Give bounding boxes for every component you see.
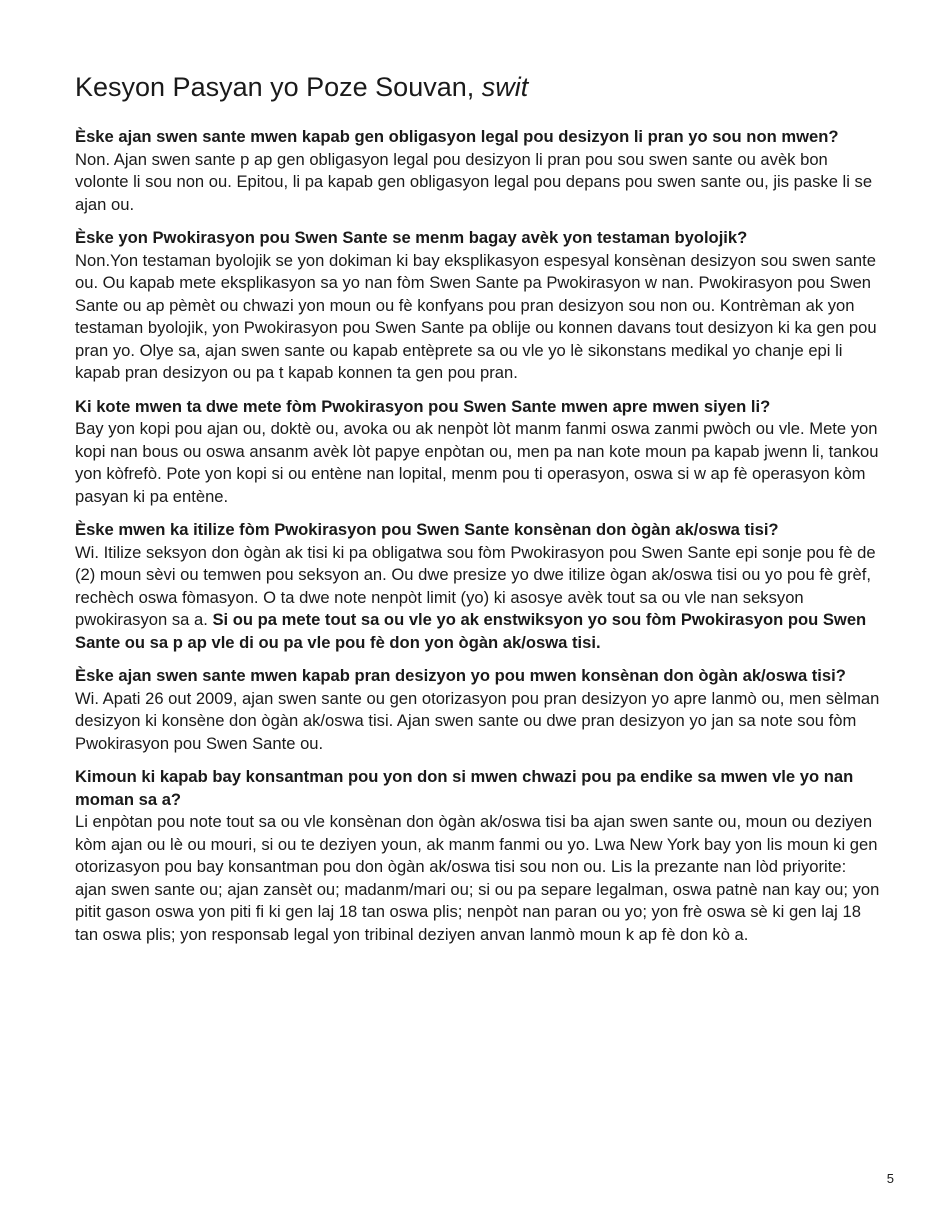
faq-answer: Bay yon kopi pou ajan ou, doktè ou, avoka ou ak nenpòt lòt manm fanmi oswa zanmi pwòch ou vle. Mete yon kopi nan bous ou oswa ansanm avèk lòt papye enpòtan ou, men pa nan kote moun pa kapab jwenn li, tankou yon kòfrefò. Pote yon kopi si ou entène nan lopital, menm pou ti operasyon, oswa si w ap fè operasyon kòm pasyan ki pa entène. bbox=[75, 419, 879, 506]
page-title bbox=[75, 70, 881, 104]
faq-item-organ-donation-form bbox=[75, 519, 881, 654]
faq-question: Kimoun ki kapab bay konsantman pou yon don si mwen chwazi pou pa endike sa mwen vle yo nan moman sa a? bbox=[75, 767, 854, 809]
faq-item-agent-donation-decisions bbox=[75, 665, 881, 755]
page-title-main: Kesyon Pasyan yo Poze Souvan, bbox=[75, 72, 482, 102]
document-page bbox=[75, 70, 881, 957]
faq-item-form-storage bbox=[75, 396, 881, 509]
faq-question: Èske yon Pwokirasyon pou Swen Sante se menm bagay avèk yon testaman byolojik? bbox=[75, 228, 748, 247]
faq-answer-bold-note: Si ou pa mete tout sa ou vle yo ak enstwiksyon yo sou fòm Pwokirasyon pou Swen Sante ou sa p ap vle di ou pa vle pou fè don yon ògàn ak/oswa tisi. bbox=[75, 610, 867, 652]
page-number: 5 bbox=[886, 1171, 894, 1186]
faq-answer-text: Wi. Itilize seksyon don ògàn ak tisi ki pa obligatwa sou fòm Pwokirasyon pou Swen Sante epi sonje pou fè de (2) moun sèvi ou temwen pou seksyon an. Ou dwe presize yo dwe itilize ògan ak/oswa tisi ou yo pou fè grèf, rechèch oswa fòmasyon. O ta dwe note nenpòt limit (yo) ki asosye avèk tout sa ou vle nan seksyon pwokirasyon sa a. bbox=[75, 542, 876, 629]
faq-question: Èske ajan swen sante mwen kapab gen obligasyon legal pou desizyon li pran yo sou non mwen? bbox=[75, 127, 839, 146]
faq-item-agent-liability bbox=[75, 126, 881, 216]
faq-answer bbox=[75, 542, 881, 655]
page-title-emphasis: swit bbox=[481, 72, 529, 102]
faq-question: Èske mwen ka itilize fòm Pwokirasyon pou Swen Sante konsènan don ògàn ak/oswa tisi? bbox=[75, 520, 779, 539]
faq-answer: Li enpòtan pou note tout sa ou vle konsènan don ògàn ak/oswa tisi ba ajan swen sante ou, moun ou deziyen kòm ajan ou lè ou mouri, si ou te deziyen youn, ak manm fanmi ou yo. Lwa New York bay yon lis moun ki gen otorizasyon pou bay konsantman pou don ògàn ak/oswa tisi sou non ou. Lis la prezante nan lòd priyorite: ajan swen sante ou; ajan zansèt ou; madanm/mari ou; si ou pa separe legalman, oswa patnè nan kay ou; yon pitit gason oswa yon piti fi ki gen laj 18 tan oswa plis; nenpòt nan paran ou yo; yon frè oswa sè ki gen laj 18 tan oswa plis; yon responsab legal yon tribinal deziyen anvan lanmò moun k ap fè don kò a. bbox=[75, 812, 880, 944]
faq-answer: Wi. Apati 26 out 2009, ajan swen sante ou gen otorizasyon pou pran desizyon yo apre lanmò ou, men sèlman desizyon ki konsène don ògàn ak/oswa tisi. Ajan swen sante ou dwe pran desizyon yo jan sa note sou fòm Pwokirasyon pou Swen Sante ou. bbox=[75, 688, 880, 753]
faq-answer: Non.Yon testaman byolojik se yon dokiman ki bay eksplikasyon espesyal konsènan desizyon sou swen sante ou. Ou kapab mete eksplikasyon sa yo nan fòm Swen Sante pa Pwokirasyon w nan. Pwokirasyon pou Swen Sante ou ap pèmèt ou chwazi yon moun ou fè konfyans pou pran desizyon sou non ou. Kontrèman ak yon testaman byolojik, yon Pwokirasyon pou Swen Sante pa oblije ou konnen davans tout desizyon ki ka gen pou pran yo. Olye sa, ajan swen sante ou kapab entèprete sa ou vle yo lè sikonstans medikal yo chanje epi li kapab pran desizyon ou pa t kapab konnen ta gen pou pran. bbox=[75, 250, 877, 382]
faq-item-donation-consent bbox=[75, 766, 881, 946]
faq-item-living-will bbox=[75, 227, 881, 385]
faq-question: Èske ajan swen sante mwen kapab pran desizyon yo pou mwen konsènan don ògàn ak/oswa tisi? bbox=[75, 666, 846, 685]
faq-question: Ki kote mwen ta dwe mete fòm Pwokirasyon pou Swen Sante mwen apre mwen siyen li? bbox=[75, 396, 771, 416]
faq-answer: Non. Ajan swen sante p ap gen obligasyon legal pou desizyon li pran pou sou swen sante ou avèk bon volonte li sou non ou. Epitou, li pa kapab gen obligasyon legal pou depans pou swen sante ou, jis paske li se ajan ou. bbox=[75, 149, 873, 214]
